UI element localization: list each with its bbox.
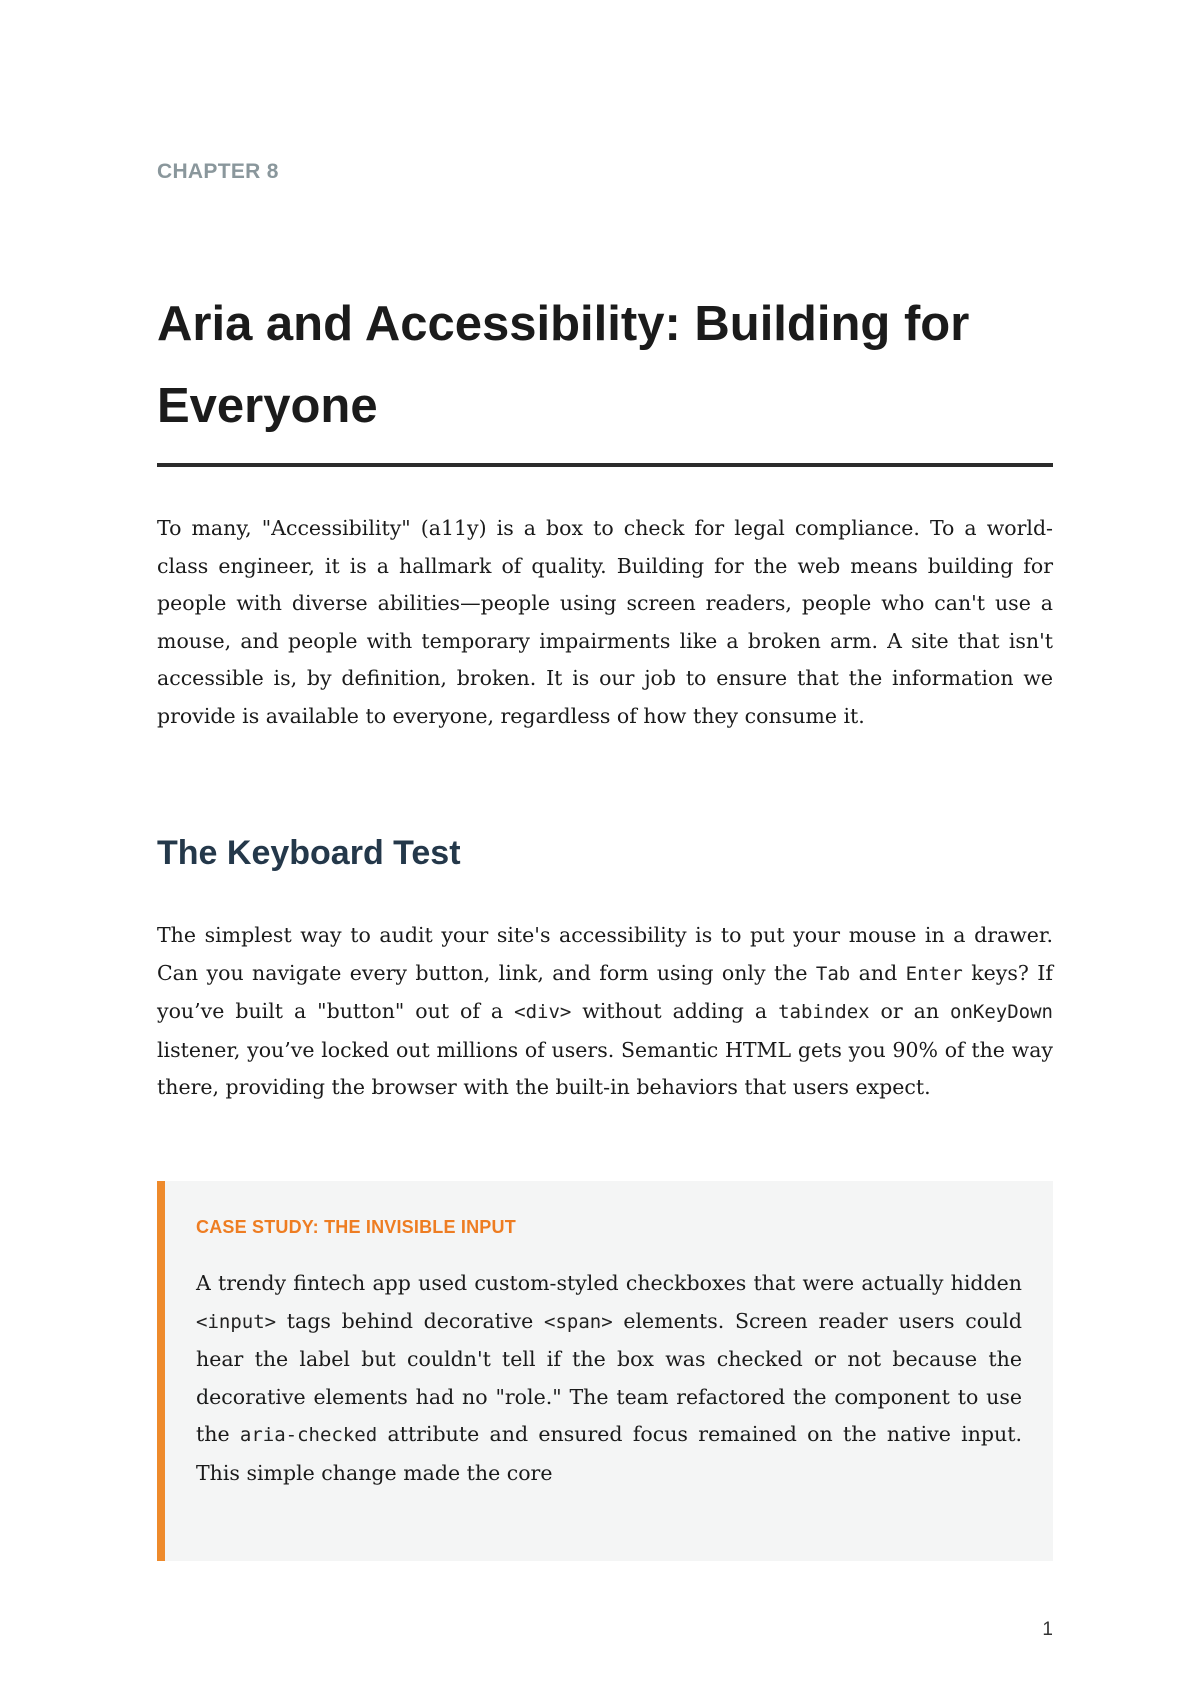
code-div: <div> (514, 1001, 572, 1023)
text-run: elements. Screen reader users could hear the label but couldn't tell if the box was checked or not because the decorative elements had no "role." The team refactored the component to use the (196, 1308, 1022, 1446)
code-onkeydown: onKeyDown (950, 1001, 1053, 1023)
code-tabindex: tabindex (778, 1001, 870, 1023)
intro-paragraph: To many, "Accessibility" (a11y) is a box to check for legal compliance. To a world-class engineer, it is a hallmark of quality. Building for the web means building for people with diverse abilities—people using screen readers, people who can't use a mouse, and people with temporary impairments like a broken arm. A site that isn't accessible is, by definition, broken. It is our job to ensure that the information we provide is available to everyone, regardless of how they consume it. (157, 516, 1053, 728)
text-run: keys? If you’ve built a "button" out of a (157, 960, 1053, 1023)
code-span: <span> (544, 1310, 613, 1333)
text-run: A trendy fintech app used custom-styled checkboxes that were actually hidden (196, 1271, 1022, 1295)
callout-body (196, 1265, 1022, 1492)
text-run: tags behind decorative (276, 1308, 544, 1333)
case-study-callout (157, 1181, 1053, 1561)
code-tab: Tab (815, 962, 851, 985)
title-divider (157, 463, 1053, 467)
keyboard-test-paragraph (157, 917, 1053, 1107)
text-run: The simplest way to audit your site's accessibility is to put your mouse in a drawer. Can you navigate every button, link, and form using only the (157, 923, 1053, 985)
chapter-label: CHAPTER 8 (157, 160, 279, 183)
chapter-title: Aria and Accessibility: Building for Everyone (157, 297, 970, 433)
section-heading: The Keyboard Test (157, 834, 461, 872)
text-run: or an (869, 999, 951, 1023)
text-run: and (850, 960, 906, 985)
text-run: attribute and ensured focus remained on the native input. This simple change made the core (196, 1422, 1023, 1485)
code-enter: Enter (905, 962, 963, 985)
code-aria-checked: aria-checked (239, 1424, 378, 1446)
document-page (157, 0, 1053, 1696)
text-run: listener, you’ve locked out millions of users. Semantic HTML gets you 90% of the way there, providing the browser with the built-in behaviors that users expect. (157, 1037, 1053, 1099)
page-number: 1 (1042, 1619, 1053, 1640)
code-input: <input> (196, 1310, 277, 1333)
text-run: without adding a (571, 999, 779, 1023)
callout-label: CASE STUDY: THE INVISIBLE INPUT (196, 1217, 516, 1237)
